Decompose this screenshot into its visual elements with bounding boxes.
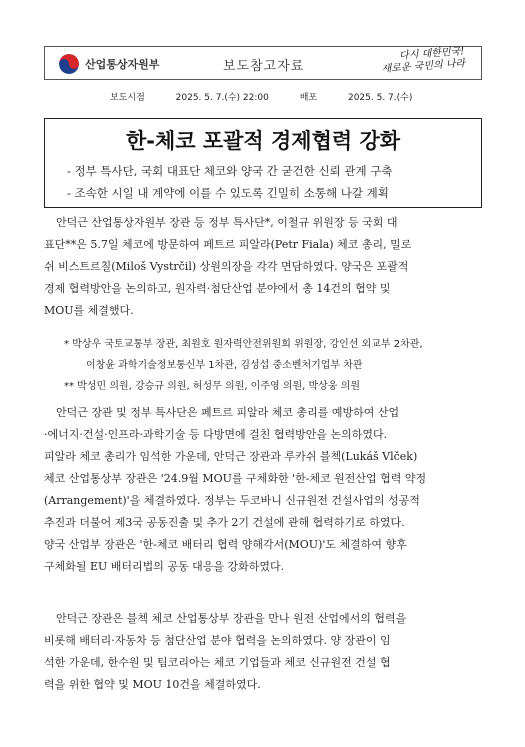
paragraph-line: 구체화될 EU 배터리법의 공동 대응을 강화하였다. (44, 560, 285, 573)
paragraph-1 (44, 212, 482, 322)
footnote-delegation-cont: 이창윤 과학기술정보통신부 1차관, 김성섭 중소벤처기업부 차관 (86, 360, 363, 371)
slogan (354, 46, 466, 82)
ministry-logo (59, 53, 159, 75)
paragraph-line: 안덕근 장관 및 정부 특사단은 페트르 피알라 체코 총리를 예방하여 산업 (56, 406, 400, 419)
distribution-value: 2025. 5. 7.(수) (347, 93, 413, 103)
paragraph-line: ·에너지·건설·인프라·과학기술 등 다방면에 걸친 협력방안을 논의하였다. (44, 428, 388, 441)
footnote-delegation: * 박상우 국토교통부 장관, 최원호 원자력안전위원회 위원장, 강인선 외교부 2차관, (64, 339, 423, 350)
slogan-line-2: 새로운 국민의 나라 (381, 58, 466, 75)
document-type: 보도참고자료 (223, 59, 305, 74)
headline-box (44, 118, 482, 208)
paragraph-line: 쉬 비스트르칠(Miloš Vystrčil) 상원의장을 각각 면담하였다. 양국은 포괄적 (44, 260, 409, 273)
release-info (110, 90, 412, 103)
page-title: 한-체코 포괄적 경제협력 강화 (125, 129, 401, 153)
paragraph-line: 석한 가운데, 한수원 및 팀코리아는 체코 기업들과 체코 신규원전 건설 협 (44, 656, 391, 669)
slogan-line-1: 다시 대한민국! (398, 46, 465, 62)
paragraph-line: 비롯해 배터리·자동차 등 첨단산업 분야 협력을 논의하였다. 양 장관이 임 (44, 634, 391, 647)
release-time-value: 2025. 5. 7.(수) 22:00 (175, 93, 269, 103)
paragraph-line: 추진과 더불어 제3국 공동진출 및 추가 2기 건설에 관해 협력하기로 하였다. (44, 516, 405, 529)
press-header (44, 46, 482, 80)
paragraph-3 (44, 608, 482, 696)
ministry-name: 산업통상자원부 (85, 58, 160, 71)
footnote-assembly: ** 박성민 의원, 강승규 의원, 허성무 의원, 이주영 의원, 박상웅 의원 (64, 381, 361, 392)
subtitle-2: - 조속한 시일 내 계약에 이를 수 있도록 긴밀히 소통해 나갈 계획 (67, 186, 389, 200)
paragraph-2 (44, 402, 482, 578)
paragraph-line: 표단**은 5.7일 체코에 방문하여 페트르 피알라(Petr Fiala) 체코 총리, 밀로 (44, 238, 412, 251)
paragraph-line: 안덕근 산업통상자원부 장관 등 정부 특사단*, 이철규 위원장 등 국회 대 (56, 216, 398, 229)
paragraph-line: 안덕근 장관은 블첵 체코 산업통상부 장관을 만나 원전 산업에서의 협력을 (56, 612, 407, 625)
release-time-label: 보도시점 (110, 93, 145, 103)
paragraph-line: (Arrangement)'을 체결하였다. 정부는 두코바니 신규원전 건설사업의 성공적 (44, 494, 420, 507)
subtitle-1: - 정부 특사단, 국회 대표단 체코와 양국 간 굳건한 신뢰 관계 구축 (67, 164, 393, 178)
paragraph-line: MOU를 체결했다. (44, 304, 134, 317)
paragraph-line: 피알라 체코 총리가 임석한 가운데, 안덕근 장관과 루카쉬 블첵(Lukáš Vlček) (44, 450, 418, 463)
paragraph-line: 체코 산업통상부 장관은 '24.9월 MOU를 구체화한 '한-체코 원전산업 협력 약정 (44, 472, 427, 485)
taegeuk-icon (59, 54, 79, 74)
distribution-label: 배포 (299, 93, 318, 103)
paragraph-line: 력을 위한 협약 및 MOU 10건을 체결하였다. (44, 678, 261, 691)
paragraph-line: 양국 산업부 장관은 '한-체코 배터리 협력 양해각서(MOU)'도 체결하여 향후 (44, 538, 407, 551)
footnotes (64, 334, 423, 397)
paragraph-line: 경제 협력방안을 논의하고, 원자력·첨단산업 분야에서 총 14건의 협약 및 (44, 282, 391, 295)
